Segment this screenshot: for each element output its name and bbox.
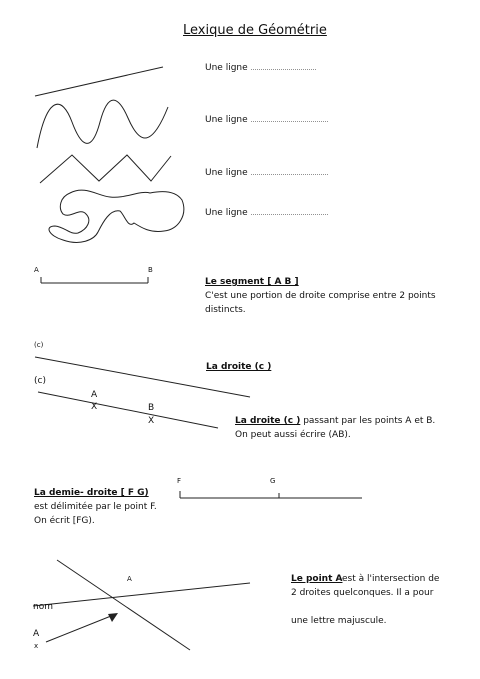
ligne-label-1 xyxy=(205,62,317,75)
point-text-2: 2 droites quelconques. Il a pour xyxy=(291,588,434,598)
point-heading: Le point A xyxy=(291,574,343,584)
demi-droite-text-2: On écrit [FG). xyxy=(34,516,95,526)
ligne-dots: ………………………………… xyxy=(250,210,329,217)
point-small-x: x xyxy=(34,642,39,650)
ligne-text: Une ligne xyxy=(205,168,248,178)
segment-point-b: B xyxy=(148,266,153,274)
droite-heading-1: La droite (c ) xyxy=(206,362,272,372)
demi-droite-heading: La demie- droite [ F G) xyxy=(34,488,149,498)
segment-text-1: C'est une portion de droite comprise entre 2 points xyxy=(205,291,436,301)
demi-droite-point-f: F xyxy=(177,477,182,485)
point-nom: nom xyxy=(33,602,53,612)
closed-curve-drawing xyxy=(49,190,184,242)
page-title: Lexique de Géométrie xyxy=(183,23,327,38)
droite-point-a: A xyxy=(91,390,98,400)
intersect-line-2 xyxy=(33,583,250,606)
point-text-1: est à l'intersection de xyxy=(342,574,440,584)
point-label-a: A xyxy=(127,575,132,583)
ligne-label-2 xyxy=(205,114,329,127)
droite-heading-2: La droite (c ) xyxy=(235,416,301,426)
arrow-head-icon xyxy=(108,613,118,622)
ligne-label-4 xyxy=(205,207,329,220)
segment-point-a: A xyxy=(34,266,39,274)
droite-cross-b: X xyxy=(148,416,155,426)
droite-text-2: On peut aussi écrire (AB). xyxy=(235,430,351,440)
droite-label-c1: (c) xyxy=(34,341,44,349)
droite-text-1 xyxy=(235,415,435,428)
straight-line-drawing xyxy=(35,67,163,96)
ligne-label-3 xyxy=(205,167,329,180)
ligne-text: Une ligne xyxy=(205,208,248,218)
arrow-line xyxy=(46,614,116,642)
droite-cross-a: X xyxy=(91,402,98,412)
ligne-dots: ………………………………… xyxy=(250,170,329,177)
ligne-text: Une ligne xyxy=(205,115,248,125)
segment-text-2: distincts. xyxy=(205,305,246,315)
demi-droite-point-g: G xyxy=(270,477,276,485)
ligne-dots: ………………………………… xyxy=(250,117,329,124)
ligne-dots: …………………………… xyxy=(250,65,317,72)
zigzag-line-drawing xyxy=(40,155,171,183)
demi-droite-text-1: est délimitée par le point F. xyxy=(34,502,157,512)
droite-point-b: B xyxy=(148,403,155,413)
wavy-line-drawing xyxy=(37,100,168,148)
droite-text-line1: passant par les points A et B. xyxy=(303,416,436,426)
segment-heading: Le segment [ A B ] xyxy=(205,277,299,287)
point-text-3: une lettre majuscule. xyxy=(291,616,387,626)
ligne-text: Une ligne xyxy=(205,63,248,73)
droite-label-c2: (c) xyxy=(34,376,46,386)
droite-ab-drawing xyxy=(38,392,218,428)
intersect-line-1 xyxy=(57,560,190,650)
point-big-a: A xyxy=(33,629,40,639)
